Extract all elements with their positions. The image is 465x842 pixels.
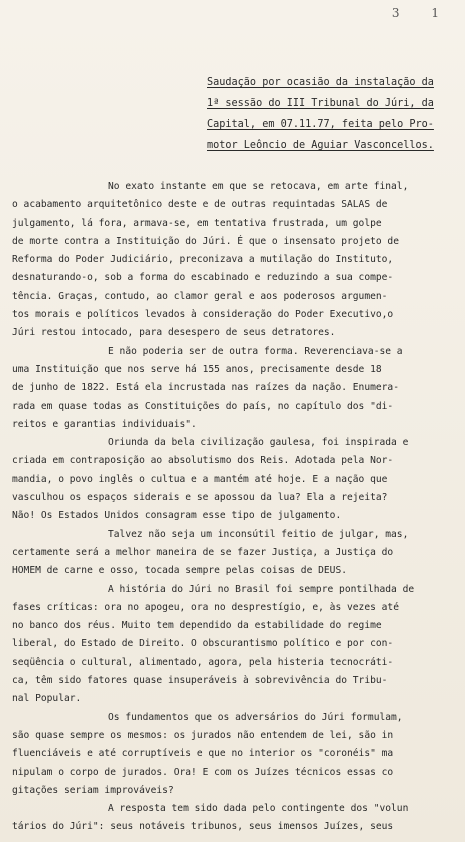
body-line: tência. Graças, contudo, ao clamor geral e aos poderosos argumen- (12, 290, 388, 302)
heading-line: Capital, em 07.11.77, feita pelo Pro- (207, 119, 434, 130)
body-line: No exato instante em que se retocava, em arte final, (108, 181, 409, 192)
body-line: mandia, o povo inglês o cultua e a mantém até hoje. E a nação que (12, 473, 388, 485)
body-line: gitações seriam improváveis? (12, 784, 174, 796)
body-line: reitos e garantias individuais". (12, 418, 197, 430)
body-line: uma Instituição que nos serve há 155 anos, precisamente desde 18 (12, 363, 382, 375)
body-line: desnaturando-o, sob a forma do escabinado e reduzindo a sua compe- (12, 272, 394, 284)
body-line: tos morais e políticos levados à consideração do Poder Executivo,o (12, 309, 394, 321)
body-line: no banco dos réus. Muito tem dependido da estabilidade do regime (12, 620, 382, 632)
document-heading (207, 72, 457, 156)
page-number: 3 1 (391, 6, 453, 20)
body-line: A história do Júri no Brasil foi sempre pontilhada de (108, 583, 415, 595)
body-line: fases críticas: ora no apogeu, ora no desprestígio, e, às vezes até (12, 601, 399, 613)
body-line: nal Popular. (12, 693, 82, 705)
body-line: são quase sempre os mesmos: os jurados não entendem de lei, são in (12, 729, 394, 741)
heading-line: Saudação por ocasião da instalação da (207, 77, 434, 88)
body-line: E não poderia ser de outra forma. Reverenciava-se a (108, 345, 403, 357)
body-line: Não! Os Estados Unidos consagram esse tipo de julgamento. (12, 510, 342, 522)
body-line: Os fundamentos que os adversários do Júri formulam, (108, 711, 403, 723)
body-line: Júri restou intocado, para desespero de seus detratores. (12, 327, 336, 339)
body-line: de junho de 1822. Está ela incrustada nas raízes da nação. Enumera- (12, 382, 399, 394)
body-line: rada em quase todas as Constituições do país, no capítulo dos "di- (12, 400, 394, 412)
body-line: A resposta tem sido dada pelo contingente dos "volun (108, 803, 409, 815)
body-line: o acabamento arquitetônico deste e de outras requintadas SALAS de (12, 199, 388, 211)
body-line: julgamento, lá fora, armava-se, em tentativa frustrada, um golpe (12, 217, 382, 229)
body-line: HOMEM de carne e osso, tocada sempre pelas coisas de DEUS. (12, 565, 348, 577)
body-line: seqüência o cultural, alimentado, agora, pela histeria tecnocráti- (12, 656, 394, 668)
body-line: tários do Júri": seus notáveis tribunos, seus imensos Juízes, seus (12, 821, 394, 833)
body-line: nipulam o corpo de jurados. Ora! E com os Juízes técnicos essas co (12, 766, 394, 778)
heading-line: motor Leôncio de Aguiar Vasconcellos. (207, 140, 434, 151)
body-line: fluenciáveis e até corruptíveis e que no interior os "coronéis" ma (12, 748, 394, 760)
body-line: criada em contraposição ao absolutismo dos Reis. Adotada pela Nor- (12, 455, 394, 467)
body-line: de morte contra a Instituição do Júri. É que o insensato projeto de (12, 235, 399, 247)
heading-line: 1ª sessão do III Tribunal do Júri, da (207, 98, 434, 109)
body-line: certamente será a melhor maneira de se fazer Justiça, a Justiça do (12, 546, 394, 558)
body-line: liberal, do Estado de Direito. O obscurantismo político e por con- (12, 638, 394, 650)
body-line: ca, têm sido fatores quase insuperáveis à sobrevivência do Tribu- (12, 675, 388, 687)
document-body (12, 178, 458, 837)
body-line: Oriunda da bela civilização gaulesa, foi inspirada e (108, 437, 409, 449)
body-line: Talvez não seja um inconsútil feitio de julgar, mas, (108, 528, 409, 540)
body-line: vasculhou os espaços siderais e se apossou da lua? Ela a rejeita? (12, 492, 388, 504)
body-line: Reforma do Poder Judiciário, preconizava a mutilação do Instituto, (12, 254, 394, 266)
